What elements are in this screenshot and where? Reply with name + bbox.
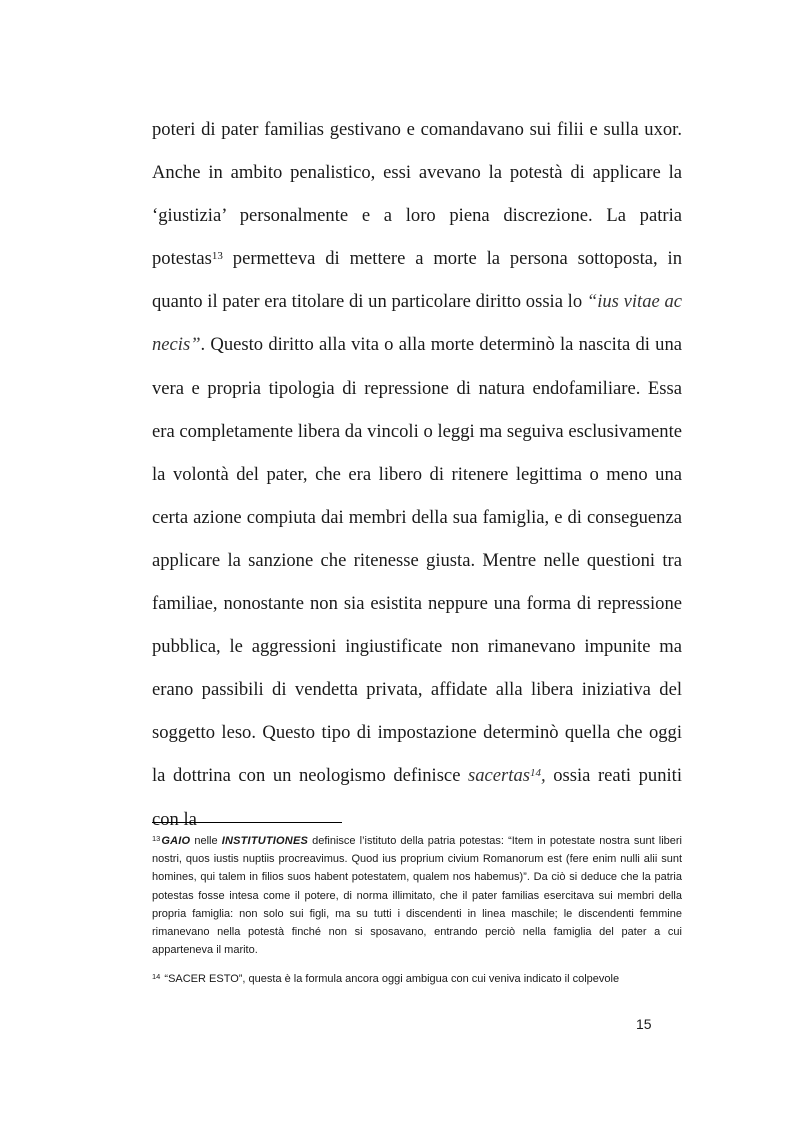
footnote-14-text: “SACER ESTO”, questa è la formula ancora oggi ambigua con cui veniva indicato il colpevole bbox=[161, 973, 620, 986]
latin-quote-ius-vitae: “ius vitae ac necis” bbox=[152, 291, 682, 356]
footnote-number-14: 14 bbox=[152, 972, 161, 982]
body-text-part-2: permetteva di mettere a morte la persona sottoposta, in quanto il pater era titolare di un particolare diritto ossia lo bbox=[152, 248, 682, 313]
footnote-ref-13[interactable]: 13 bbox=[211, 249, 223, 262]
body-text-part-4: ossia reati puniti con la bbox=[152, 765, 682, 830]
footnote-14 bbox=[152, 970, 682, 988]
footnote-13-text: definisce l’istituto della patria potestas: “Item in potestate nostra sunt liberi nostri, quos iustis nuptiis procreavimus. Quod ius proprium civium Romanorum est (fere enim nulli alii sunt homines, qui talem in filios suos habent potestatem, qualem nos habemus)”. Da ciò si deduce che la patria potestas fosse intesa come il potere, di norma illimitato, che il pater familias esercitava sui membri della propria famiglia: non solo sui figli, ma su tutti i discendenti in linea maschile; le discendenti femmine rimanevano nella potestà finché non si sposavano, entrando perciò nella famiglia del pater a cui apparteneva il marito. bbox=[152, 835, 683, 957]
page-number: 15 bbox=[636, 1016, 652, 1032]
footnote-13 bbox=[152, 832, 682, 959]
footnote-work-institutiones: INSTITUTIONES bbox=[221, 835, 309, 847]
footnote-author-gaio: GAIO bbox=[161, 835, 191, 847]
footnote-13-connector: nelle bbox=[190, 835, 222, 847]
footnote-separator bbox=[152, 822, 342, 823]
body-text-part-1: poteri di pater familias gestivano e comandavano sui filii e sulla uxor. Anche in ambito penalistico, essi avevano la potestà di applicare la ‘giustizia’ personalmente e a loro piena discrezione. La patria potestas bbox=[152, 119, 682, 270]
footnote-ref-14[interactable]: 14 bbox=[530, 766, 541, 779]
footnotes-section bbox=[152, 832, 682, 1000]
body-paragraph bbox=[152, 108, 682, 841]
footnote-number-13: 13 bbox=[152, 833, 161, 843]
term-sacertas: sacertas bbox=[468, 765, 530, 787]
body-text-part-3: . Questo diritto alla vita o alla morte determinò la nascita di una vera e propria tipologia di repressione di natura endofamiliare. Essa era completamente libera da vincoli o leggi ma seguiva esclusivamente la volontà del pater, che era libero di ritenere legittima o meno una certa azione compiuta dai membri della sua famiglia, e di conseguenza applicare la sanzione che ritenesse giusta. Mentre nelle questioni tra familiae, nonostante non sia esistita neppure una forma di repressione pubblica, le aggressioni ingiustificate non rimanevano impunite ma erano passibili di vendetta privata, affidate alla libera iniziativa del soggetto leso. Questo tipo di impostazione determinò quella che oggi la dottrina con un neologismo definisce bbox=[152, 334, 682, 787]
comma: , bbox=[541, 765, 546, 787]
